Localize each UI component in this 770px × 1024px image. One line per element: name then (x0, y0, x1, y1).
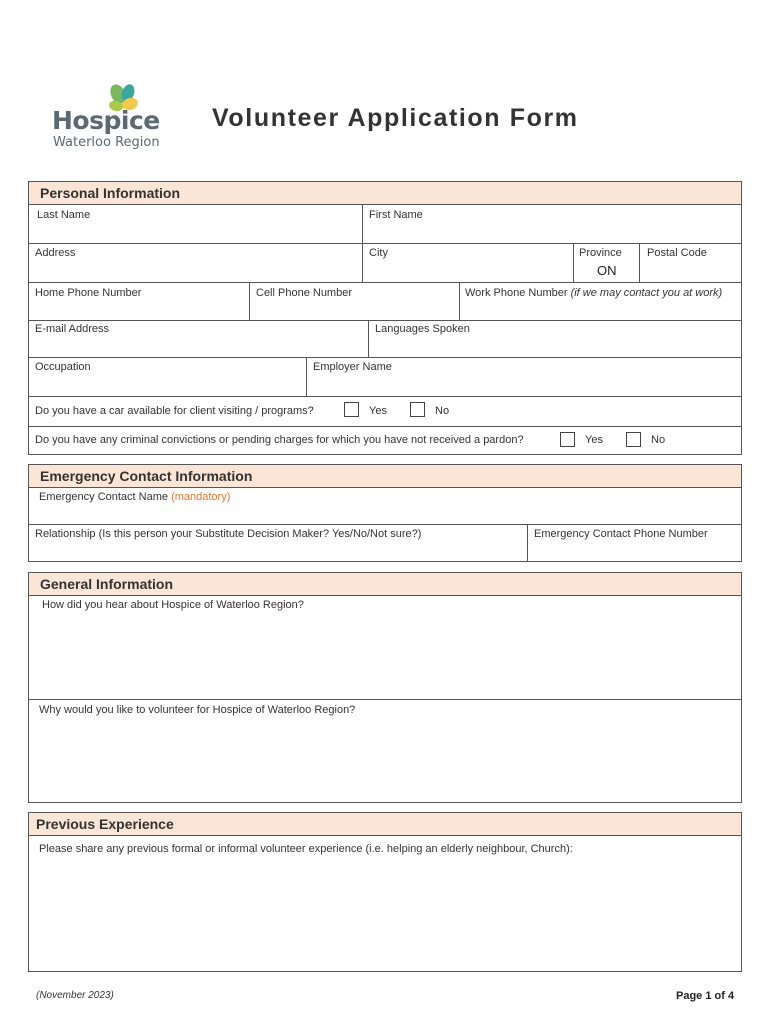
emergency-contact-section (28, 464, 742, 562)
section-header (29, 182, 741, 205)
row-criminal (29, 427, 741, 454)
criminal-no-checkbox[interactable] (626, 432, 641, 447)
section-header (29, 465, 741, 488)
emergency-name-label: Emergency Contact Name (39, 491, 168, 503)
employer-field[interactable]: Employer Name (313, 361, 392, 373)
logo-name: Hospice (52, 106, 160, 135)
city-field[interactable]: City (369, 247, 388, 259)
row-emergency-name (29, 488, 741, 525)
section-title: Personal Information (40, 185, 181, 201)
criminal-yes-label: Yes (585, 434, 603, 446)
first-name-field[interactable]: First Name (369, 209, 423, 221)
revision-date: (November 2023) (36, 990, 114, 1001)
section-title: General Information (40, 576, 174, 592)
cell-phone-field[interactable]: Cell Phone Number (256, 287, 352, 299)
row-phones (29, 283, 741, 321)
section-header (29, 813, 741, 836)
section-header (29, 573, 741, 596)
criminal-yes-checkbox[interactable] (560, 432, 575, 447)
mandatory-note: (mandatory) (171, 491, 231, 503)
relationship-field[interactable]: Relationship (Is this person your Substitute Decision Maker? Yes/No/Not sure?) (35, 528, 422, 540)
previous-experience-section (28, 812, 742, 972)
emergency-phone-field[interactable]: Emergency Contact Phone Number (534, 528, 708, 540)
row-address (29, 244, 741, 283)
work-phone-label: Work Phone Number (465, 287, 568, 299)
previous-experience-prompt: Please share any previous formal or informal volunteer experience (i.e. helping an elderly neighbour, Church): (39, 843, 573, 855)
row-car (29, 397, 741, 427)
emergency-name-field[interactable] (39, 491, 230, 503)
address-field[interactable]: Address (35, 247, 76, 259)
row-email (29, 321, 741, 358)
section-title: Emergency Contact Information (40, 468, 253, 484)
why-volunteer-question: Why would you like to volunteer for Hospice of Waterloo Region? (39, 704, 356, 716)
languages-field[interactable]: Languages Spoken (375, 323, 470, 335)
row-name (29, 205, 741, 244)
page-number: Page 1 of 4 (676, 990, 735, 1002)
section-title: Previous Experience (36, 816, 174, 832)
hear-about-question: How did you hear about Hospice of Waterloo Region? (42, 599, 304, 611)
occupation-field[interactable]: Occupation (35, 361, 91, 373)
hear-about-box[interactable] (29, 596, 741, 700)
postal-code-field[interactable]: Postal Code (647, 247, 707, 259)
row-emergency-details (29, 525, 741, 561)
email-field[interactable]: E-mail Address (35, 323, 109, 335)
car-no-checkbox[interactable] (410, 402, 425, 417)
province-label: Province (579, 247, 622, 259)
car-yes-label: Yes (369, 405, 387, 417)
home-phone-field[interactable]: Home Phone Number (35, 287, 142, 299)
work-phone-field[interactable] (465, 287, 722, 299)
car-question: Do you have a car available for client visiting / programs? (35, 405, 314, 417)
criminal-question: Do you have any criminal convictions or pending charges for which you have not received a pardon? (35, 434, 524, 446)
hospice-logo (52, 84, 162, 154)
car-no-label: No (435, 405, 450, 417)
criminal-no-label: No (651, 434, 666, 446)
row-occupation (29, 358, 741, 397)
province-value[interactable]: ON (597, 263, 617, 278)
logo-subtitle: Waterloo Region (53, 135, 160, 150)
last-name-field[interactable]: Last Name (37, 209, 91, 221)
previous-experience-box[interactable] (29, 836, 741, 971)
why-volunteer-box[interactable] (29, 700, 741, 802)
car-yes-checkbox[interactable] (344, 402, 359, 417)
personal-information-section (28, 181, 742, 455)
work-phone-note: (if we may contact you at work) (570, 287, 723, 299)
form-title: Volunteer Application Form (212, 104, 579, 132)
general-information-section (28, 572, 742, 803)
